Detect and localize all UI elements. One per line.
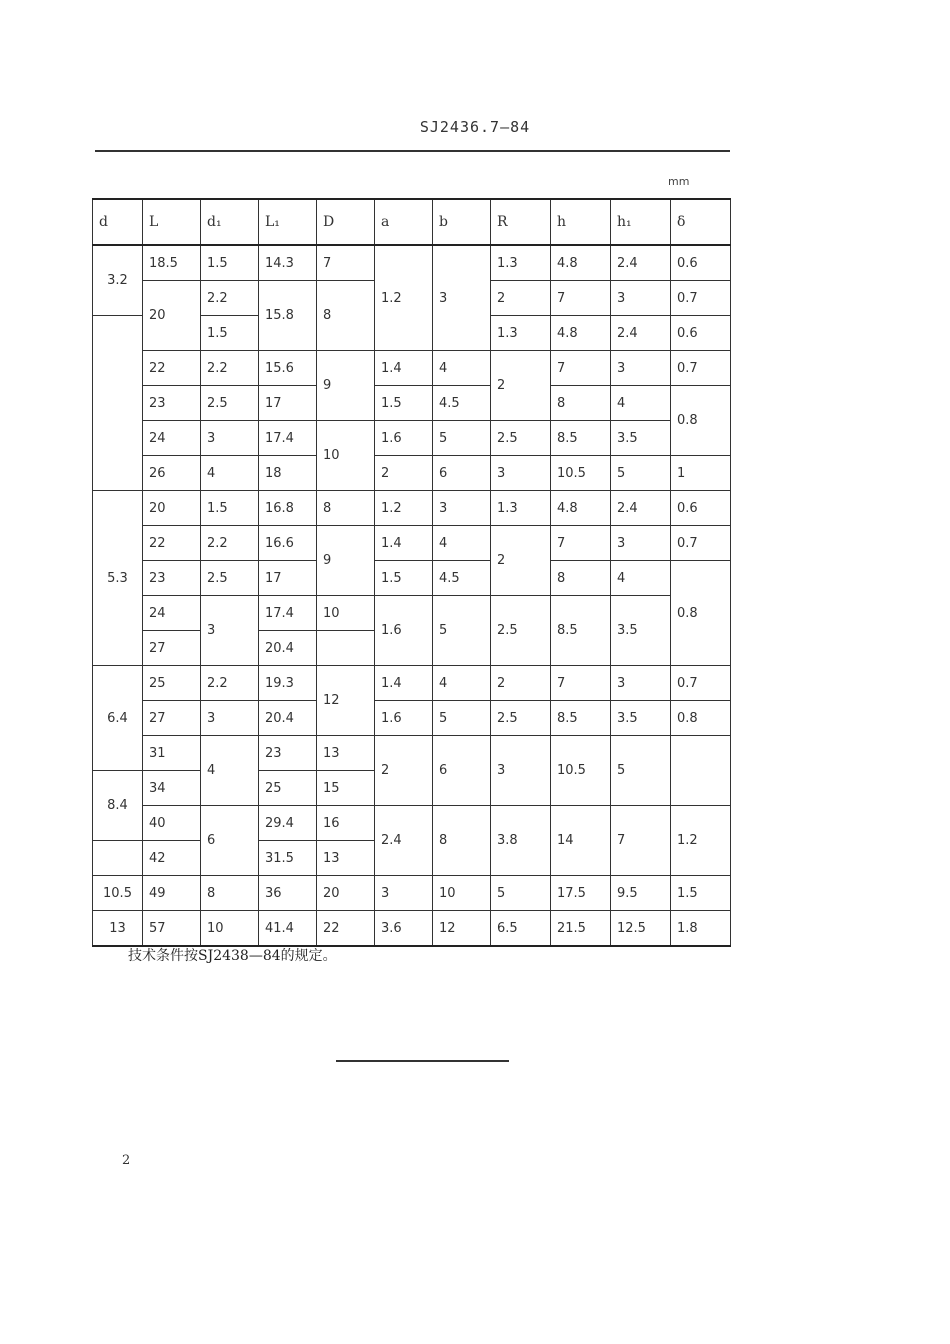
table-cell: 3 [611, 666, 671, 701]
table-row [93, 911, 731, 947]
table-cell: 1.3 [491, 245, 551, 281]
table-cell: 2.5 [201, 561, 259, 596]
table-cell: 41.4 [259, 911, 317, 947]
table-cell: 5 [433, 596, 491, 666]
column-header: b [433, 199, 491, 245]
table-cell: 42 [143, 841, 201, 876]
table-cell: 7 [551, 666, 611, 701]
table-cell: 57 [143, 911, 201, 947]
table-cell: 19.3 [259, 666, 317, 701]
table-cell: 12 [433, 911, 491, 947]
table-cell [93, 841, 143, 876]
table-cell: 31 [143, 736, 201, 771]
table-cell: 3 [611, 526, 671, 561]
table-cell: 3.8 [491, 806, 551, 876]
table-cell: 2.4 [375, 806, 433, 876]
table-cell: 20 [143, 491, 201, 526]
table-cell: 1.2 [375, 491, 433, 526]
table-cell: 16 [317, 806, 375, 841]
table-cell: 2.2 [201, 666, 259, 701]
table-cell: 40 [143, 806, 201, 841]
table-cell: 3.5 [611, 701, 671, 736]
table-cell: 4.8 [551, 245, 611, 281]
table-cell: 8.4 [93, 771, 143, 841]
table-cell: 2.5 [491, 701, 551, 736]
table-cell: 17 [259, 386, 317, 421]
table-cell: 6 [433, 456, 491, 491]
page-number: 2 [122, 1153, 131, 1168]
table-cell [93, 316, 143, 491]
table-row [93, 666, 731, 701]
table-cell: 7 [551, 351, 611, 386]
table-cell: 27 [143, 631, 201, 666]
table-cell: 15 [317, 771, 375, 806]
table-cell: 3 [433, 245, 491, 351]
table-cell: 2.2 [201, 526, 259, 561]
table-cell: 2.4 [611, 491, 671, 526]
table-cell: 3.6 [375, 911, 433, 947]
table-cell: 13 [317, 736, 375, 771]
table-cell: 2.2 [201, 351, 259, 386]
table-cell: 2 [491, 281, 551, 316]
table-cell: 0.8 [671, 701, 731, 736]
table-cell: 2.4 [611, 316, 671, 351]
table-cell: 1.5 [201, 316, 259, 351]
table-cell [671, 736, 731, 806]
table-row [93, 876, 731, 911]
table-cell: 8 [317, 491, 375, 526]
table-cell: 4.8 [551, 316, 611, 351]
table-cell: 1.5 [375, 386, 433, 421]
table-cell: 2.5 [491, 596, 551, 666]
table-cell: 6.5 [491, 911, 551, 947]
table-cell: 24 [143, 596, 201, 631]
technical-conditions-note: 技术条件按SJ2438—84的规定。 [128, 948, 337, 964]
table-cell: 6 [433, 736, 491, 806]
table-cell: 8.5 [551, 421, 611, 456]
table-cell: 0.8 [671, 386, 731, 456]
table-cell: 22 [317, 911, 375, 947]
table-cell: 10 [317, 421, 375, 491]
table-cell: 26 [143, 456, 201, 491]
column-header: d [93, 199, 143, 245]
table-cell: 3.5 [611, 596, 671, 666]
table-row [93, 351, 731, 386]
table-cell: 15.8 [259, 281, 317, 351]
table-cell: 0.6 [671, 245, 731, 281]
table-cell: 1.8 [671, 911, 731, 947]
table-cell: 2 [491, 351, 551, 421]
table-cell: 4.8 [551, 491, 611, 526]
table-cell: 1.3 [491, 316, 551, 351]
table-cell: 8.5 [551, 701, 611, 736]
table-cell: 20 [143, 281, 201, 351]
table-cell: 5.3 [93, 491, 143, 666]
table-cell: 17.4 [259, 421, 317, 456]
table-cell: 2 [375, 736, 433, 806]
dimension-table [92, 198, 731, 947]
table-cell: 49 [143, 876, 201, 911]
table-cell: 22 [143, 351, 201, 386]
table-cell: 4 [433, 351, 491, 386]
table-cell: 3 [611, 281, 671, 316]
table-cell: 14 [551, 806, 611, 876]
table-cell: 10 [433, 876, 491, 911]
table-cell: 13 [93, 911, 143, 947]
table-cell: 24 [143, 421, 201, 456]
table-cell: 22 [143, 526, 201, 561]
table-cell: 25 [143, 666, 201, 701]
column-header: d₁ [201, 199, 259, 245]
table-cell: 12 [317, 666, 375, 736]
table-cell: 2.2 [201, 281, 259, 316]
column-header: h [551, 199, 611, 245]
column-header: L [143, 199, 201, 245]
table-cell: 0.7 [671, 281, 731, 316]
table-cell: 0.7 [671, 666, 731, 701]
table-cell: 2 [491, 666, 551, 701]
table-cell: 3 [491, 456, 551, 491]
table-cell: 25 [259, 771, 317, 806]
table-cell: 3 [201, 421, 259, 456]
table-cell: 0.6 [671, 491, 731, 526]
table-cell: 7 [317, 245, 375, 281]
table-cell: 10 [201, 911, 259, 947]
table-cell: 18 [259, 456, 317, 491]
table-cell: 4 [433, 526, 491, 561]
column-header: a [375, 199, 433, 245]
table-cell: 4 [611, 386, 671, 421]
table-cell: 1.4 [375, 351, 433, 386]
table-cell: 3 [375, 876, 433, 911]
table-cell: 0.6 [671, 316, 731, 351]
table-cell: 6.4 [93, 666, 143, 771]
table-cell: 23 [143, 561, 201, 596]
table-cell: 20 [317, 876, 375, 911]
table-row [93, 245, 731, 281]
table-cell: 10.5 [93, 876, 143, 911]
column-header: D [317, 199, 375, 245]
end-rule [336, 1060, 509, 1062]
table-cell: 17.5 [551, 876, 611, 911]
table-cell: 8.5 [551, 596, 611, 666]
table-cell: 5 [433, 701, 491, 736]
table-row [93, 806, 731, 841]
table-cell: 4.5 [433, 386, 491, 421]
table-cell: 15.6 [259, 351, 317, 386]
table-cell: 9 [317, 526, 375, 596]
table-cell: 1.6 [375, 701, 433, 736]
table-cell: 2.4 [611, 245, 671, 281]
table-cell: 2.5 [201, 386, 259, 421]
table-cell [317, 631, 375, 666]
table-cell: 5 [611, 456, 671, 491]
table-cell: 5 [433, 421, 491, 456]
table-cell: 16.8 [259, 491, 317, 526]
table-cell: 2 [375, 456, 433, 491]
table-cell: 36 [259, 876, 317, 911]
table-row [93, 596, 731, 631]
table-row [93, 736, 731, 771]
table-cell: 0.7 [671, 526, 731, 561]
table-cell: 4 [433, 666, 491, 701]
table-cell: 8 [551, 386, 611, 421]
table-cell: 20.4 [259, 631, 317, 666]
document-code: SJ2436.7—84 [419, 118, 531, 136]
table-row [93, 701, 731, 736]
table-cell: 1.5 [201, 491, 259, 526]
table-cell: 0.7 [671, 351, 731, 386]
table-cell: 3 [433, 491, 491, 526]
table-cell: 16.6 [259, 526, 317, 561]
table-row [93, 386, 731, 421]
table-cell: 13 [317, 841, 375, 876]
table-cell: 1.2 [375, 245, 433, 351]
table-cell: 14.3 [259, 245, 317, 281]
table-cell: 8 [317, 281, 375, 351]
table-cell: 1.4 [375, 666, 433, 701]
table-cell: 21.5 [551, 911, 611, 947]
table-cell: 4.5 [433, 561, 491, 596]
table-row [93, 561, 731, 596]
table-cell: 2.5 [491, 421, 551, 456]
table-cell: 3.5 [611, 421, 671, 456]
table-row [93, 456, 731, 491]
table-cell: 10.5 [551, 456, 611, 491]
table-cell: 10 [317, 596, 375, 631]
table-cell: 29.4 [259, 806, 317, 841]
table-cell: 34 [143, 771, 201, 806]
table-cell: 4 [201, 736, 259, 806]
table-cell: 1 [671, 456, 731, 491]
table-cell: 1.5 [671, 876, 731, 911]
table-cell: 1.4 [375, 526, 433, 561]
table-cell: 23 [259, 736, 317, 771]
table-cell: 5 [611, 736, 671, 806]
table-cell: 3 [611, 351, 671, 386]
table-header-row [93, 199, 731, 245]
table-cell: 7 [551, 526, 611, 561]
table-row [93, 491, 731, 526]
table-cell: 3 [201, 701, 259, 736]
table-row [93, 421, 731, 456]
table-cell: 8 [551, 561, 611, 596]
table-cell: 1.5 [375, 561, 433, 596]
table-cell: 7 [551, 281, 611, 316]
table-cell: 12.5 [611, 911, 671, 947]
table-cell: 20.4 [259, 701, 317, 736]
column-header: h₁ [611, 199, 671, 245]
column-header: L₁ [259, 199, 317, 245]
table-cell: 3 [201, 596, 259, 666]
table-cell: 1.6 [375, 596, 433, 666]
unit-label: mm [668, 175, 690, 188]
table-cell: 3 [491, 736, 551, 806]
table-cell: 1.3 [491, 491, 551, 526]
table-cell: 1.2 [671, 806, 731, 876]
table-cell: 9.5 [611, 876, 671, 911]
table-cell: 8 [433, 806, 491, 876]
table-cell: 7 [611, 806, 671, 876]
table-cell: 5 [491, 876, 551, 911]
table-cell: 17.4 [259, 596, 317, 631]
table-cell: 31.5 [259, 841, 317, 876]
column-header: R [491, 199, 551, 245]
table-cell: 17 [259, 561, 317, 596]
table-row [93, 526, 731, 561]
table-cell: 2 [491, 526, 551, 596]
table-cell: 23 [143, 386, 201, 421]
table-cell: 1.5 [201, 245, 259, 281]
table-cell: 4 [201, 456, 259, 491]
table-cell: 10.5 [551, 736, 611, 806]
table-cell: 0.8 [671, 561, 731, 666]
table-cell: 8 [201, 876, 259, 911]
table-cell: 18.5 [143, 245, 201, 281]
table-cell: 6 [201, 806, 259, 876]
table-cell: 4 [611, 561, 671, 596]
table-cell: 9 [317, 351, 375, 421]
table-cell: 3.2 [93, 245, 143, 316]
table-cell: 27 [143, 701, 201, 736]
table-cell: 1.6 [375, 421, 433, 456]
column-header: δ [671, 199, 731, 245]
header-rule [95, 150, 730, 152]
